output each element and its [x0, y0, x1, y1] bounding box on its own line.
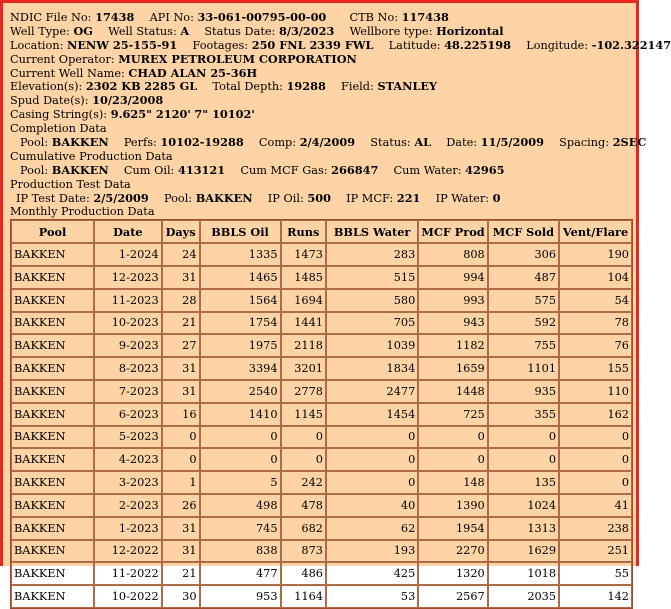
table-row — [11, 403, 632, 426]
cell-bbls-oil: 1754 — [200, 312, 281, 335]
col-header-pool: Pool — [11, 220, 94, 243]
cell-mcf-sold: 575 — [488, 289, 559, 312]
cell-runs: 0 — [281, 448, 326, 471]
operator-value: MUREX PETROLEUM CORPORATION — [118, 51, 357, 66]
well-type-label: Well Type: — [10, 24, 70, 38]
cell-bbls-oil: 1410 — [200, 403, 281, 426]
cell-mcf-sold: 935 — [488, 380, 559, 403]
cell-days: 31 — [162, 517, 200, 540]
cell-mcf-sold: 592 — [488, 312, 559, 335]
cum-gas-value: 266847 — [331, 162, 379, 177]
comp-value: 2/4/2009 — [299, 135, 356, 150]
cell-date: 11-2022 — [94, 562, 162, 585]
cell-date: 4-2023 — [94, 448, 162, 471]
operator-label: Current Operator: — [10, 52, 115, 66]
col-header-mcf-sold: MCF Sold — [488, 220, 559, 243]
longitude-label: Longitude: — [526, 38, 589, 52]
header-line-spud — [10, 94, 634, 108]
completion-title: Completion Data — [10, 122, 107, 136]
cell-vent-flare: 78 — [559, 312, 632, 335]
completion-date-value: 11/5/2009 — [480, 135, 544, 150]
cell-bbls-water: 40 — [326, 494, 418, 517]
casing-value-1: 9.625" 2120' — [110, 107, 191, 122]
cell-days: 27 — [162, 334, 200, 357]
cell-mcf-sold: 1629 — [488, 540, 559, 563]
cell-runs: 1145 — [281, 403, 326, 426]
casing-value-2: 7" 10102' — [194, 107, 255, 122]
well-status-value: A — [180, 23, 190, 38]
cell-vent-flare: 155 — [559, 357, 632, 380]
cell-bbls-water: 53 — [326, 585, 418, 608]
monthly-production-table — [10, 219, 633, 609]
cell-pool: BAKKEN — [11, 494, 94, 517]
cell-pool: BAKKEN — [11, 540, 94, 563]
header-line-well-name — [10, 67, 634, 81]
cell-date: 11-2023 — [94, 289, 162, 312]
well-name-value: CHAD ALAN 25-36H — [128, 65, 258, 80]
ip-mcf-value: 221 — [396, 190, 421, 205]
cumulative-title: Cumulative Production Data — [10, 149, 173, 163]
cell-mcf-prod: 1182 — [418, 334, 487, 357]
ip-mcf-label: IP MCF: — [346, 191, 394, 205]
cell-mcf-sold: 1313 — [488, 517, 559, 540]
cell-mcf-sold: 355 — [488, 403, 559, 426]
cell-vent-flare: 0 — [559, 448, 632, 471]
cell-pool: BAKKEN — [11, 243, 94, 266]
cell-date: 9-2023 — [94, 334, 162, 357]
cell-vent-flare: 251 — [559, 540, 632, 563]
completion-line — [10, 135, 647, 150]
location-label: Location: — [10, 38, 64, 52]
cell-bbls-water: 1039 — [326, 334, 418, 357]
cell-runs: 1473 — [281, 243, 326, 266]
ndic-value: 17438 — [95, 10, 135, 24]
cell-vent-flare: 142 — [559, 585, 632, 608]
table-row — [11, 426, 632, 449]
cell-bbls-oil: 5 — [200, 471, 281, 494]
cell-bbls-water: 0 — [326, 448, 418, 471]
table-row — [11, 494, 632, 517]
table-row — [11, 562, 632, 585]
cell-mcf-sold: 487 — [488, 266, 559, 289]
cell-bbls-oil: 2540 — [200, 380, 281, 403]
cell-date: 5-2023 — [94, 426, 162, 449]
field-value: STANLEY — [377, 79, 438, 94]
cell-mcf-sold: 755 — [488, 334, 559, 357]
ctb-value: 117438 — [401, 10, 449, 24]
elevation-kb-value: 2302 KB — [85, 79, 141, 94]
cell-bbls-oil: 1564 — [200, 289, 281, 312]
cell-pool: BAKKEN — [11, 517, 94, 540]
cell-vent-flare: 110 — [559, 380, 632, 403]
cum-gas-label: Cum MCF Gas: — [240, 163, 328, 177]
cell-bbls-water: 0 — [326, 471, 418, 494]
cell-mcf-prod: 725 — [418, 403, 487, 426]
cell-days: 24 — [162, 243, 200, 266]
cell-vent-flare: 55 — [559, 562, 632, 585]
cell-bbls-water: 2477 — [326, 380, 418, 403]
cell-pool: BAKKEN — [11, 380, 94, 403]
cell-bbls-oil: 1335 — [200, 243, 281, 266]
cell-runs: 1164 — [281, 585, 326, 608]
cell-days: 26 — [162, 494, 200, 517]
api-value: 33-061-00795-00-00 — [197, 10, 327, 24]
cell-mcf-sold: 135 — [488, 471, 559, 494]
cell-days: 16 — [162, 403, 200, 426]
cell-bbls-water: 283 — [326, 243, 418, 266]
cell-pool: BAKKEN — [11, 266, 94, 289]
casing-label: Casing String(s): — [10, 108, 108, 122]
cell-pool: BAKKEN — [11, 334, 94, 357]
table-body — [11, 243, 632, 608]
header-line-location — [10, 37, 671, 53]
longitude-value: -102.322147 — [591, 37, 671, 52]
cell-bbls-oil: 1465 — [200, 266, 281, 289]
cell-mcf-prod: 993 — [418, 289, 487, 312]
cell-runs: 1694 — [281, 289, 326, 312]
cell-bbls-oil: 0 — [200, 448, 281, 471]
cell-mcf-prod: 0 — [418, 426, 487, 449]
total-depth-value: 19288 — [286, 79, 326, 94]
table-row — [11, 585, 632, 608]
cum-water-label: Cum Water: — [393, 163, 462, 177]
cell-pool: BAKKEN — [11, 289, 94, 312]
spacing-label: Spacing: — [559, 136, 610, 150]
cell-runs: 478 — [281, 494, 326, 517]
cell-vent-flare: 41 — [559, 494, 632, 517]
cell-vent-flare: 0 — [559, 426, 632, 449]
total-depth-label: Total Depth: — [212, 80, 283, 94]
cell-runs: 2118 — [281, 334, 326, 357]
cell-date: 12-2023 — [94, 266, 162, 289]
footages-label: Footages: — [192, 38, 249, 52]
cumulative-pool-value: BAKKEN — [51, 162, 109, 177]
col-header-bbls-water: BBLS Water — [326, 220, 418, 243]
wellbore-label: Wellbore type: — [349, 24, 433, 38]
cell-days: 28 — [162, 289, 200, 312]
cell-date: 8-2023 — [94, 357, 162, 380]
cell-pool: BAKKEN — [11, 312, 94, 335]
test-pool-label: Pool: — [163, 191, 193, 205]
cell-mcf-prod: 994 — [418, 266, 487, 289]
perfs-value: 10102-19288 — [160, 135, 244, 150]
cell-days: 31 — [162, 380, 200, 403]
cell-bbls-water: 193 — [326, 540, 418, 563]
ctb-label: CTB No: — [349, 11, 399, 24]
cell-pool: BAKKEN — [11, 448, 94, 471]
cell-mcf-prod: 1320 — [418, 562, 487, 585]
cell-vent-flare: 0 — [559, 471, 632, 494]
cell-bbls-water: 0 — [326, 426, 418, 449]
cell-mcf-prod: 148 — [418, 471, 487, 494]
ip-oil-label: IP Oil: — [267, 191, 304, 205]
cell-runs: 3201 — [281, 357, 326, 380]
cell-pool: BAKKEN — [11, 403, 94, 426]
cell-mcf-sold: 1018 — [488, 562, 559, 585]
completion-status-value: AL — [414, 135, 432, 150]
ip-oil-value: 500 — [307, 190, 331, 205]
spud-value: 10/23/2008 — [92, 93, 164, 108]
cell-days: 21 — [162, 562, 200, 585]
cell-bbls-water: 705 — [326, 312, 418, 335]
well-status-label: Well Status: — [108, 24, 177, 38]
cell-bbls-water: 62 — [326, 517, 418, 540]
cell-mcf-sold: 306 — [488, 243, 559, 266]
table-row — [11, 380, 632, 403]
monthly-title: Monthly Production Data — [10, 205, 155, 219]
perfs-label: Perfs: — [123, 136, 157, 150]
cell-days: 21 — [162, 312, 200, 335]
table-row — [11, 243, 632, 266]
cell-vent-flare: 76 — [559, 334, 632, 357]
col-header-runs: Runs — [281, 220, 326, 243]
cell-mcf-prod: 1448 — [418, 380, 487, 403]
cell-pool: BAKKEN — [11, 426, 94, 449]
cumulative-pool-label: Pool: — [20, 163, 49, 177]
cell-days: 1 — [162, 471, 200, 494]
cell-runs: 682 — [281, 517, 326, 540]
header-line-casing — [10, 108, 634, 122]
cell-date: 7-2023 — [94, 380, 162, 403]
cell-mcf-prod: 943 — [418, 312, 487, 335]
cell-date: 6-2023 — [94, 403, 162, 426]
cell-bbls-water: 580 — [326, 289, 418, 312]
cell-bbls-water: 1834 — [326, 357, 418, 380]
cell-runs: 2778 — [281, 380, 326, 403]
well-record-content — [10, 10, 671, 609]
completion-date-label: Date: — [446, 136, 478, 150]
cell-date: 10-2022 — [94, 585, 162, 608]
cell-bbls-oil: 3394 — [200, 357, 281, 380]
col-header-mcf-prod: MCF Prod — [418, 220, 487, 243]
col-header-bbls-oil: BBLS Oil — [200, 220, 281, 243]
cum-oil-value: 413121 — [177, 162, 226, 177]
ndic-label: NDIC File No: — [10, 11, 92, 24]
cell-mcf-sold: 2035 — [488, 585, 559, 608]
cell-mcf-sold: 1024 — [488, 494, 559, 517]
cell-bbls-water: 1454 — [326, 403, 418, 426]
cell-runs: 1441 — [281, 312, 326, 335]
table-row — [11, 357, 632, 380]
test-title: Production Test Data — [10, 177, 131, 191]
status-date-value: 8/3/2023 — [278, 23, 335, 38]
cell-days: 31 — [162, 266, 200, 289]
cell-mcf-prod: 2567 — [418, 585, 487, 608]
cell-date: 1-2024 — [94, 243, 162, 266]
latitude-label: Latitude: — [388, 38, 441, 52]
header-line-ids — [10, 11, 634, 25]
cell-runs: 873 — [281, 540, 326, 563]
cell-bbls-oil: 745 — [200, 517, 281, 540]
cell-date: 10-2023 — [94, 312, 162, 335]
latitude-value: 48.225198 — [444, 37, 512, 52]
cell-date: 1-2023 — [94, 517, 162, 540]
cell-days: 0 — [162, 426, 200, 449]
cell-runs: 242 — [281, 471, 326, 494]
cell-mcf-prod: 2270 — [418, 540, 487, 563]
cell-pool: BAKKEN — [11, 585, 94, 608]
cell-vent-flare: 162 — [559, 403, 632, 426]
cell-vent-flare: 104 — [559, 266, 632, 289]
cell-bbls-oil: 838 — [200, 540, 281, 563]
table-row — [11, 448, 632, 471]
table-row — [11, 289, 632, 312]
api-label: API No: — [149, 11, 194, 24]
cell-mcf-prod: 1390 — [418, 494, 487, 517]
ip-test-date-label: IP Test Date: — [16, 191, 90, 205]
completion-pool-value: BAKKEN — [51, 135, 109, 150]
cell-mcf-prod: 1659 — [418, 357, 487, 380]
completion-status-label: Status: — [370, 136, 411, 150]
well-type-value: OG — [73, 23, 93, 38]
cell-bbls-oil: 498 — [200, 494, 281, 517]
cell-mcf-sold: 0 — [488, 448, 559, 471]
status-date-label: Status Date: — [204, 24, 276, 38]
cell-pool: BAKKEN — [11, 562, 94, 585]
table-row — [11, 471, 632, 494]
cell-days: 31 — [162, 357, 200, 380]
table-row — [11, 334, 632, 357]
cumulative-line — [10, 164, 634, 178]
cell-vent-flare: 54 — [559, 289, 632, 312]
cell-days: 0 — [162, 448, 200, 471]
cell-date: 2-2023 — [94, 494, 162, 517]
header-line-elevation — [10, 80, 634, 94]
comp-label: Comp: — [258, 136, 297, 150]
field-label: Field: — [341, 80, 374, 94]
cell-bbls-oil: 477 — [200, 562, 281, 585]
spacing-value: 2SEC — [612, 135, 647, 150]
cell-pool: BAKKEN — [11, 357, 94, 380]
cell-bbls-oil: 953 — [200, 585, 281, 608]
table-row — [11, 312, 632, 335]
well-name-label: Current Well Name: — [10, 66, 125, 80]
table-row — [11, 540, 632, 563]
location-value: NENW 25-155-91 — [67, 37, 178, 52]
ip-test-date-value: 2/5/2009 — [93, 190, 149, 205]
cell-pool: BAKKEN — [11, 471, 94, 494]
cell-mcf-prod: 0 — [418, 448, 487, 471]
cell-mcf-sold: 1101 — [488, 357, 559, 380]
header-line-status — [10, 25, 634, 39]
cell-mcf-sold: 0 — [488, 426, 559, 449]
header-line-operator — [10, 53, 634, 67]
test-line — [10, 192, 634, 206]
cell-vent-flare: 238 — [559, 517, 632, 540]
cell-mcf-prod: 1954 — [418, 517, 487, 540]
cell-runs: 0 — [281, 426, 326, 449]
cell-vent-flare: 190 — [559, 243, 632, 266]
ip-water-label: IP Water: — [435, 191, 490, 205]
cell-days: 31 — [162, 540, 200, 563]
cell-bbls-oil: 0 — [200, 426, 281, 449]
cell-date: 12-2022 — [94, 540, 162, 563]
col-header-days: Days — [162, 220, 200, 243]
spud-label: Spud Date(s): — [10, 94, 89, 108]
completion-pool-label: Pool: — [20, 136, 49, 150]
table-row — [11, 517, 632, 540]
cell-bbls-water: 515 — [326, 266, 418, 289]
cell-bbls-oil: 1975 — [200, 334, 281, 357]
col-header-vent-flare: Vent/Flare — [559, 220, 632, 243]
footages-value: 250 FNL 2339 FWL — [251, 37, 374, 52]
test-pool-value: BAKKEN — [195, 190, 253, 205]
cum-water-value: 42965 — [465, 162, 505, 177]
cum-oil-label: Cum Oil: — [123, 163, 175, 177]
cell-days: 30 — [162, 585, 200, 608]
cell-runs: 486 — [281, 562, 326, 585]
elevation-label: Elevation(s): — [10, 80, 83, 94]
col-header-date: Date — [94, 220, 162, 243]
cell-date: 3-2023 — [94, 471, 162, 494]
cell-mcf-prod: 808 — [418, 243, 487, 266]
wellbore-value: Horizontal — [436, 23, 504, 38]
cell-bbls-water: 425 — [326, 562, 418, 585]
table-row — [11, 266, 632, 289]
ip-water-value: 0 — [492, 190, 501, 205]
cell-runs: 1485 — [281, 266, 326, 289]
table-header-row — [11, 220, 632, 243]
elevation-gl-value: 2285 GL — [144, 79, 198, 94]
